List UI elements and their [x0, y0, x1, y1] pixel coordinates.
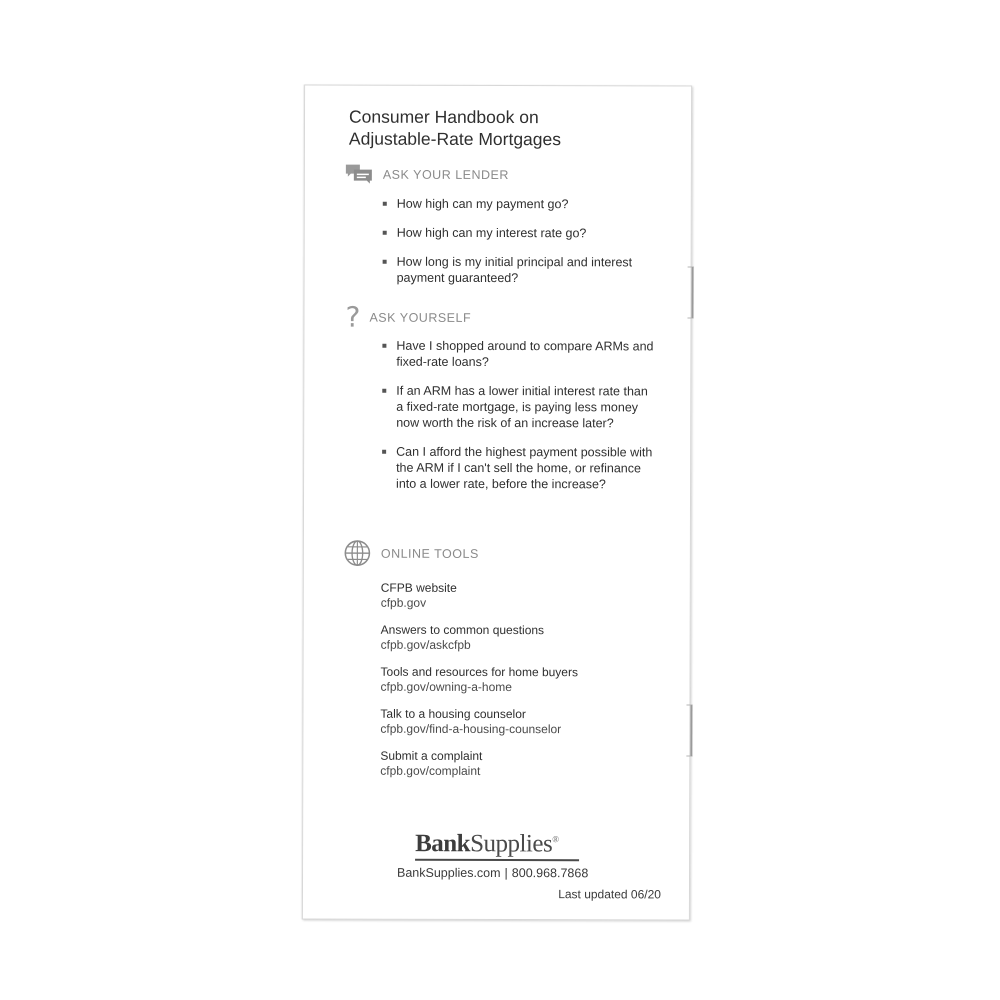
logo-bold-part: Bank	[415, 830, 471, 858]
banksupplies-logo	[415, 824, 585, 862]
tool-home-buyers	[380, 665, 670, 696]
contact-separator: |	[504, 866, 508, 881]
online-tools-list	[380, 581, 671, 792]
list-item: How long is my initial principal and interest payment guaranteed?	[383, 254, 658, 287]
brochure-title	[349, 106, 669, 151]
tool-name: Submit a complaint	[380, 748, 483, 763]
tool-name: Answers to common questions	[380, 622, 545, 638]
globe-icon	[344, 540, 371, 567]
list-item: How high can my payment go?	[383, 196, 658, 213]
tool-url[interactable]: cfpb.gov/owning-a-home	[380, 679, 512, 695]
tool-url[interactable]: cfpb.gov/askcfpb	[380, 637, 471, 652]
tool-common-questions	[381, 623, 671, 654]
tool-cfpb-website	[381, 581, 671, 612]
phone-number: 800.968.7868	[511, 866, 589, 881]
list-item: How high can my interest rate go?	[383, 225, 658, 242]
registered-mark: ®	[552, 834, 559, 845]
contact-line	[397, 866, 588, 881]
title-line-2: Adjustable-Rate Mortgages	[348, 128, 562, 150]
last-updated: Last updated 06/20	[558, 887, 661, 902]
tool-name: CFPB website	[380, 580, 457, 595]
ask-lender-label: ASK YOUR LENDER	[382, 167, 509, 183]
list-item: Can I afford the highest payment possible with the ARM if I can't sell the home, or refinance into a lower rate, before the increase?	[382, 444, 657, 493]
question-mark-icon: ?	[345, 300, 361, 334]
ask-lender-list	[383, 196, 658, 300]
ask-lender-heading	[345, 164, 509, 186]
logo-underline	[415, 859, 579, 861]
logo-regular-part: Supplies	[470, 830, 553, 858]
tool-name: Tools and resources for home buyers	[380, 664, 579, 680]
ask-yourself-label: ASK YOURSELF	[369, 310, 472, 325]
handbook-brochure	[302, 84, 692, 920]
online-tools-heading	[344, 540, 479, 567]
ask-yourself-heading	[344, 300, 472, 334]
list-item: Have I shopped around to compare ARMs and fixed-rate loans?	[382, 338, 657, 371]
title-line-1: Consumer Handbook on	[348, 106, 539, 128]
tool-url[interactable]: cfpb.gov/complaint	[380, 763, 481, 778]
tool-housing-counselor	[380, 707, 670, 738]
tool-name: Talk to a housing counselor	[380, 706, 526, 722]
list-item: If an ARM has a lower initial interest rate than a fixed-rate mortgage, is paying less money now worth the risk of an increase later?	[382, 383, 657, 432]
ask-yourself-list	[382, 338, 657, 506]
staple-top	[687, 266, 693, 318]
logo-wordmark	[415, 824, 585, 860]
tool-complaint	[380, 749, 670, 780]
online-tools-label: ONLINE TOOLS	[380, 546, 479, 561]
speech-bubbles-icon	[345, 164, 373, 186]
tool-url[interactable]: cfpb.gov	[380, 595, 427, 610]
tool-url[interactable]: cfpb.gov/find-a-housing-counselor	[380, 721, 562, 737]
website-link[interactable]: BankSupplies.com	[397, 865, 501, 881]
staple-bottom	[686, 704, 692, 756]
